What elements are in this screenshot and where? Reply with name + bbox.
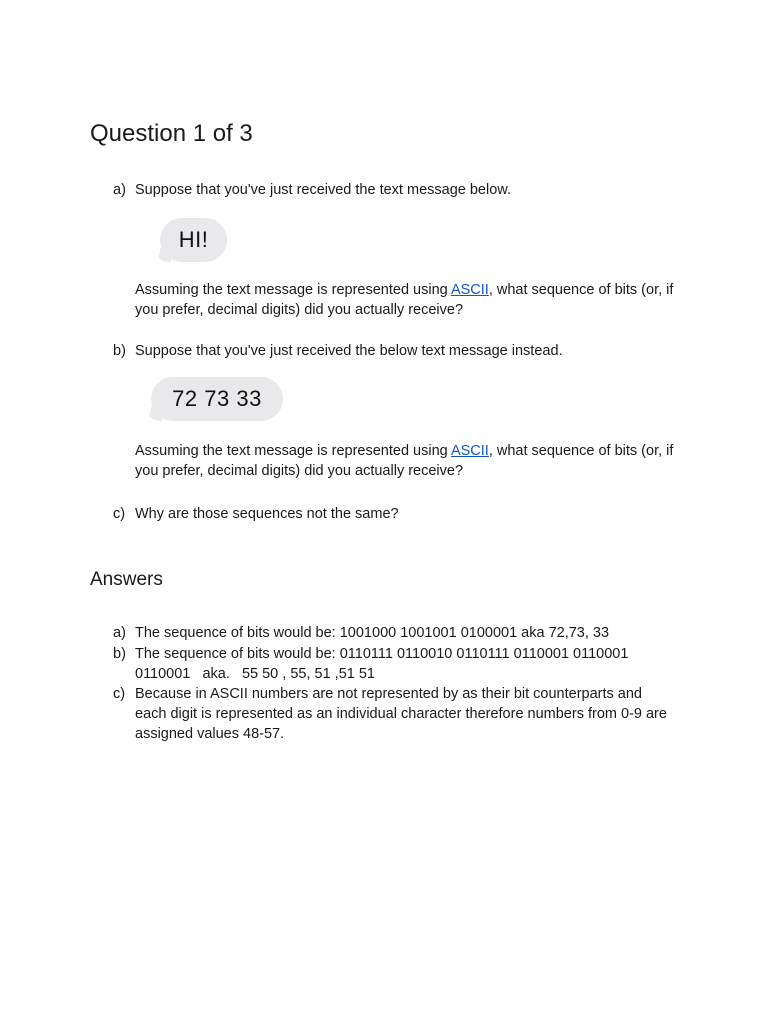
message-bubble [160, 218, 227, 262]
answer-text: The sequence of bits would be: 1001000 1001001 0100001 aka 72,73, 33 [135, 625, 610, 641]
answers-heading: Answers [90, 569, 163, 590]
question-prompt: Suppose that you've just received the text message below. [135, 182, 511, 198]
followup-text-before: Assuming the text message is represented using [135, 282, 451, 298]
message-text: 72 73 33 [172, 386, 262, 411]
question-prompt: Suppose that you've just received the below text message instead. [135, 343, 563, 359]
followup-text-after: , what sequence of bits (or, if you prefer, decimal digits) did you actually receive? [135, 443, 674, 479]
list-marker: c) [113, 686, 126, 702]
list-marker: a) [113, 625, 126, 641]
answer-text: Because in ASCII numbers are not represented by as their bit counterparts and each digit is represented as an individual character therefore numbers from 0-9 are assigned values 48-57. [135, 686, 667, 742]
list-marker: a) [113, 182, 126, 198]
message-bubble [151, 377, 283, 421]
question-prompt: Why are those sequences not the same? [135, 506, 399, 522]
ascii-link[interactable]: ASCII [450, 282, 489, 298]
list-marker: c) [113, 506, 126, 522]
followup-text-before: Assuming the text message is represented using [135, 443, 451, 459]
question-followup [135, 441, 675, 481]
list-marker: b) [113, 646, 126, 662]
list-marker: b) [113, 343, 126, 359]
page-title: Question 1 of 3 [90, 120, 253, 147]
followup-text-after: , what sequence of bits (or, if you prefer, decimal digits) did you actually receive? [135, 282, 674, 318]
ascii-link[interactable]: ASCII [450, 443, 489, 459]
answer-text: The sequence of bits would be: 0110111 0110010 0110111 0110001 0110001 0110001 aka. 55 50 , 55, 51 ,51 51 [135, 646, 633, 682]
question-followup [135, 280, 675, 320]
message-text: HI! [178, 227, 209, 252]
